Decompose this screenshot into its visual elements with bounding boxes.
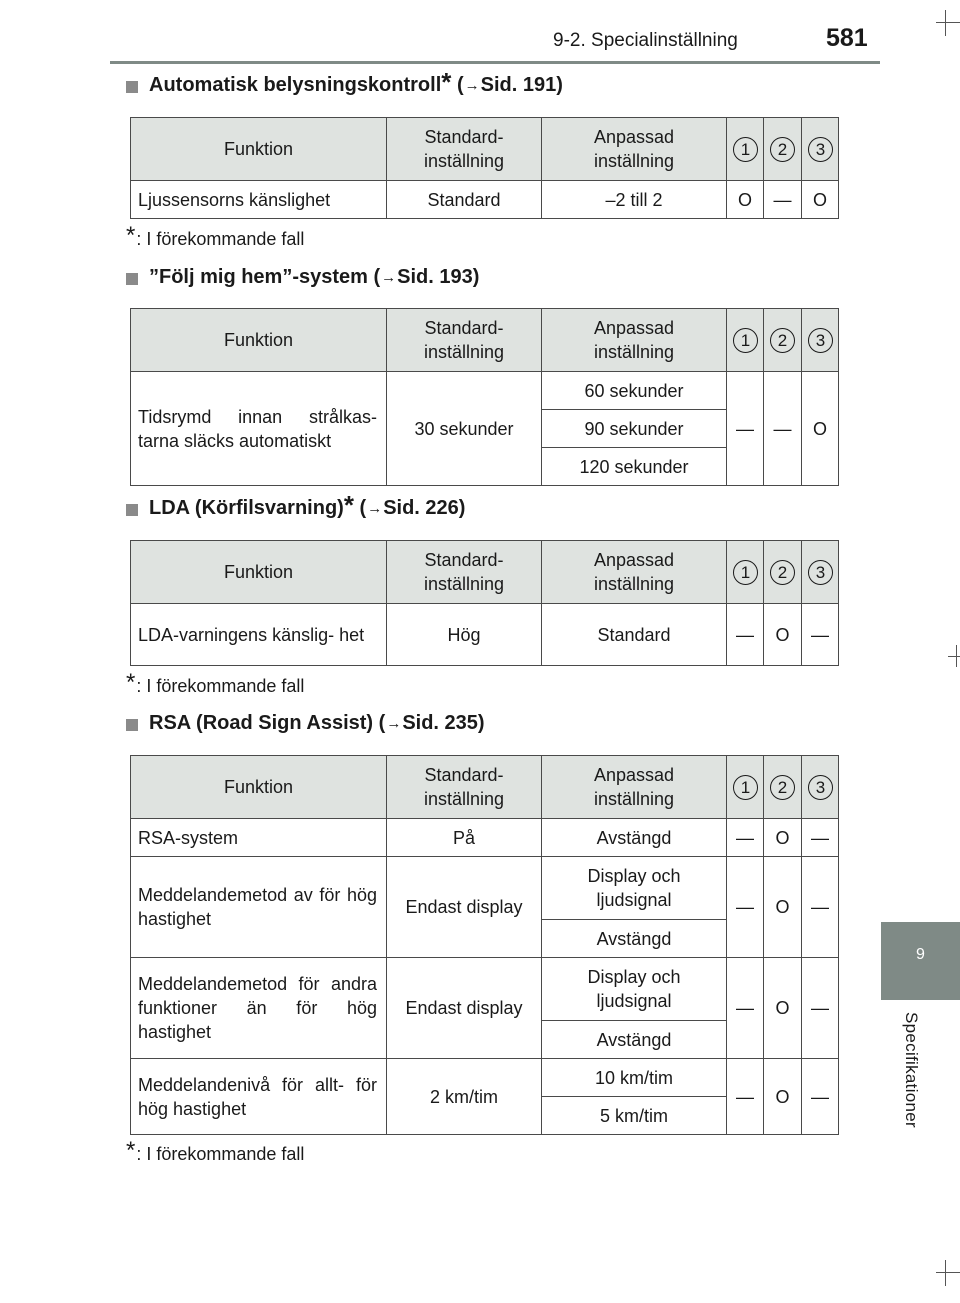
col-1 — [727, 118, 764, 181]
table-rsa — [130, 755, 839, 1135]
chapter-tab-label: Specifikationer — [902, 1012, 921, 1129]
page-number: 581 — [826, 24, 868, 52]
circled-3-icon: 3 — [808, 137, 833, 162]
circled-1-icon: 1 — [733, 328, 758, 353]
bullet-square-icon — [126, 273, 138, 285]
footnote: *: I förekommande fall — [126, 669, 305, 696]
bullet-square-icon — [126, 504, 138, 516]
table-row: LDA-varningens känslig- het Hög Standard — O — — [131, 604, 839, 666]
crop-mark — [945, 10, 946, 36]
table-row: Tidsrymd innan strålkas- tarna släcks automatiskt 30 sekunder 60 sekunder — — O — [131, 372, 839, 410]
table-row: 120 sekunder — [131, 448, 839, 486]
bullet-square-icon — [126, 81, 138, 93]
footnote: *: I förekommande fall — [126, 222, 305, 249]
table-row: RSA-system På Avstängd — O — — [131, 819, 839, 857]
col-default: Standard- inställning — [387, 118, 542, 181]
table-follow-me-home — [130, 308, 839, 486]
circled-3-icon: 3 — [808, 775, 833, 800]
arrow-right-icon: → — [381, 269, 397, 286]
chapter-tab-number: 9 — [916, 946, 925, 963]
crop-mark — [945, 1260, 946, 1286]
col-2 — [764, 118, 802, 181]
crop-mark — [948, 656, 960, 657]
table-header-row: Funktion Standard- inställning Anpassad inställning 1 2 3 — [131, 541, 839, 604]
table-automatic-lighting — [130, 117, 839, 219]
table-header-row: Funktion Standard- inställning Anpassad inställning 1 2 3 — [131, 309, 839, 372]
circled-1-icon: 1 — [733, 560, 758, 585]
crop-mark — [936, 1272, 960, 1273]
table-row: Meddelandenivå för allt- för hög hastighet 2 km/tim 10 km/tim — O — — [131, 1059, 839, 1097]
table-row: Avstängd — [131, 920, 839, 958]
bullet-square-icon — [126, 719, 138, 731]
circled-2-icon: 2 — [770, 775, 795, 800]
arrow-right-icon: → — [367, 500, 383, 517]
col-3 — [802, 118, 839, 181]
table-lda — [130, 540, 839, 666]
chapter-tab — [881, 922, 960, 1000]
arrow-right-icon: → — [464, 77, 480, 94]
circled-3-icon: 3 — [808, 328, 833, 353]
col-custom: Anpassad inställning — [542, 118, 727, 181]
col-function: Funktion — [131, 118, 387, 181]
table-row: Meddelandemetod för andra funktioner än för hög hastighet Endast display Display och ljudsignal — O — — [131, 958, 839, 1021]
circled-3-icon: 3 — [808, 560, 833, 585]
arrow-right-icon: → — [386, 715, 402, 732]
table-header-row: Funktion Standard- inställning Anpassad inställning 1 2 3 — [131, 756, 839, 819]
table-row: Avstängd — [131, 1021, 839, 1059]
section-title-automatic-lighting: Automatisk belysningskontroll * ( → Sid. 191) — [126, 74, 563, 97]
circled-1-icon: 1 — [733, 137, 758, 162]
circled-2-icon: 2 — [770, 137, 795, 162]
table-row: 90 sekunder — [131, 410, 839, 448]
table-row: Ljussensorns känslighet Standard –2 till 2 O — O — [131, 181, 839, 219]
section-title-lda: LDA (Körfilsvarning) * ( → Sid. 226) — [126, 497, 465, 520]
circled-1-icon: 1 — [733, 775, 758, 800]
section-title-follow-me-home: ”Följ mig hem”-system ( → Sid. 193) — [126, 266, 479, 289]
table-header-row — [131, 118, 839, 181]
footnote: *: I förekommande fall — [126, 1137, 305, 1164]
section-title-rsa: RSA (Road Sign Assist) ( → Sid. 235) — [126, 712, 485, 735]
chapter-title: 9-2. Specialinställning — [553, 30, 738, 51]
header-rule — [110, 61, 880, 64]
circled-2-icon: 2 — [770, 560, 795, 585]
circled-2-icon: 2 — [770, 328, 795, 353]
crop-mark — [936, 22, 960, 23]
table-row: Meddelandemetod av för hög hastighet Endast display Display och ljudsignal — O — — [131, 857, 839, 920]
table-row: 5 km/tim — [131, 1097, 839, 1135]
